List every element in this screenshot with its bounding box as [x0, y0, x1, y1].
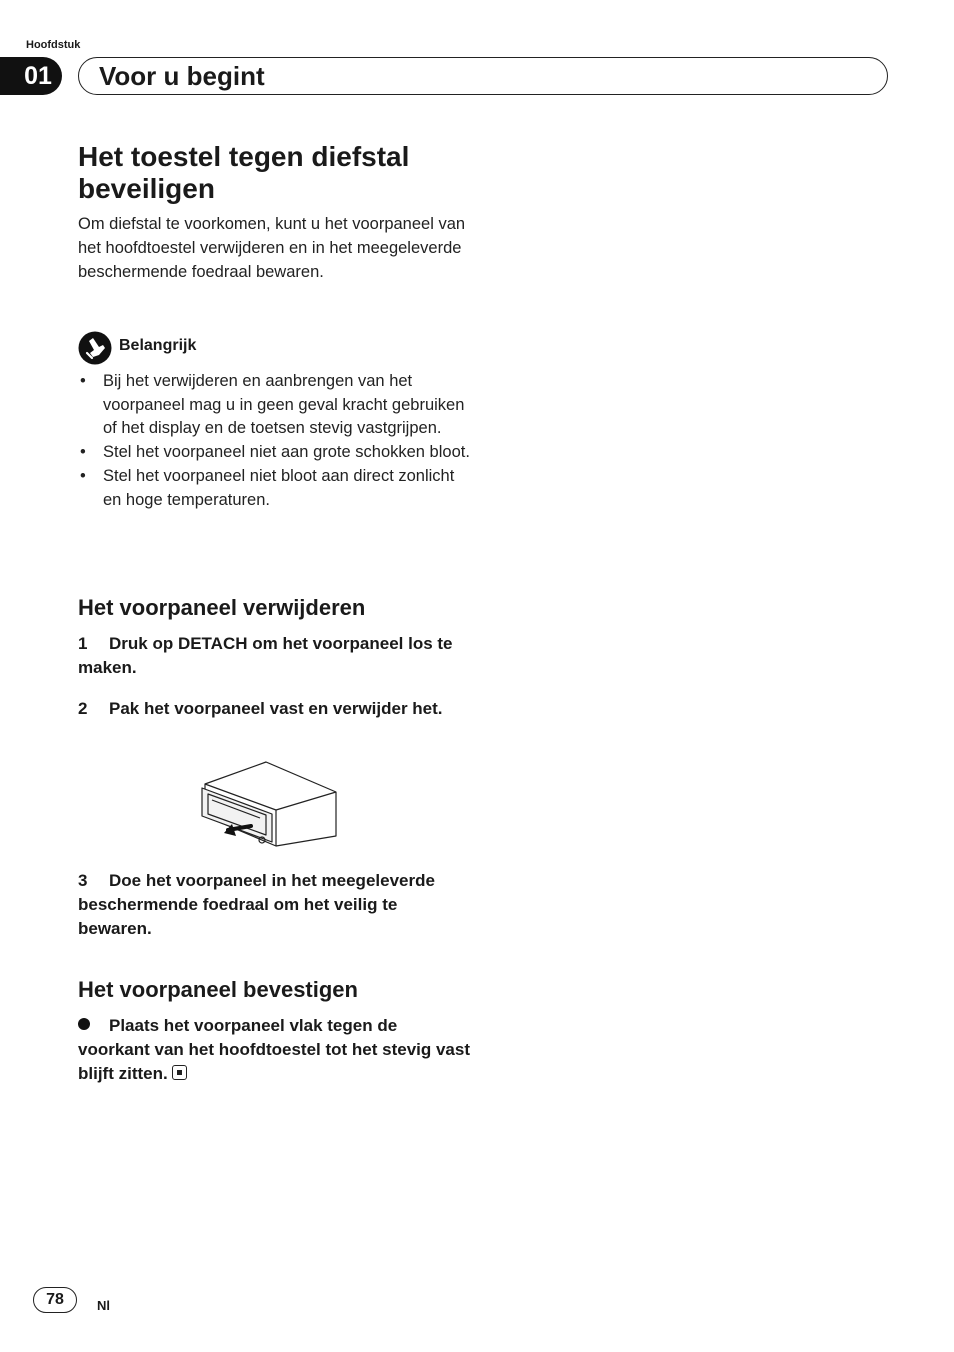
important-label: Belangrijk [119, 337, 197, 354]
step-text: Plaats het voorpaneel vlak tegen de voorkant van het hoofdtoestel tot het stevig vast blijft zitten. [78, 1016, 471, 1083]
step-3 [78, 869, 470, 941]
section-title: Het toestel tegen diefstal beveiligen [78, 141, 410, 204]
step-text: Doe het voorpaneel in het meegeleverde beschermende foedraal om het veilig te bewaren. [78, 871, 435, 938]
chapter-title: Voor u begint [78, 57, 888, 95]
bullet-icon [78, 1018, 90, 1030]
language-code: Nl [97, 1298, 110, 1313]
end-mark-icon [172, 1065, 187, 1080]
list-item-text: Stel het voorpaneel niet aan grote schokken bloot. [103, 443, 470, 462]
step-number: 1 [78, 634, 88, 653]
step-number: 2 [78, 699, 88, 718]
list-item-text: Stel het voorpaneel niet bloot aan direct zonlicht en hoge temperaturen. [103, 466, 455, 509]
page-number: 78 [33, 1287, 77, 1313]
list-item-text: Bij het verwijderen en aanbrengen van het voorpaneel mag u in geen geval kracht gebruiken of het display en de toetsen stevig vastgrijpen. [103, 372, 465, 438]
step-number: 3 [78, 871, 88, 890]
hand-pointing-icon [78, 331, 112, 365]
list-item: • Stel het voorpaneel niet bloot aan direct zonlicht en hoge temperaturen. [80, 466, 455, 509]
step-1 [78, 632, 470, 680]
chapter-label: Hoofdstuk [26, 39, 81, 51]
important-list [78, 370, 470, 512]
chapter-number-tab: 01 [0, 57, 62, 95]
intro-paragraph: Om diefstal te voorkomen, kunt u het voorpaneel van het hoofdtoestel verwijderen en in het meegeleverde beschermende foedraal bewaren. [78, 215, 466, 281]
attach-heading: Het voorpaneel bevestigen [78, 977, 358, 1002]
remove-heading: Het voorpaneel verwijderen [78, 595, 366, 620]
front-panel-removal-illustration [196, 758, 342, 852]
step-text: Druk op DETACH om het voorpaneel los te maken. [78, 634, 453, 677]
list-item: • Bij het verwijderen en aanbrengen van het voorpaneel mag u in geen geval kracht gebruiken of het display en de toetsen stevig vastgrijpen. [80, 372, 465, 438]
list-item: • Stel het voorpaneel niet aan grote schokken bloot. [80, 443, 470, 462]
step-2 [78, 697, 470, 721]
attach-step [78, 1014, 470, 1086]
step-text: Pak het voorpaneel vast en verwijder het. [109, 699, 443, 718]
